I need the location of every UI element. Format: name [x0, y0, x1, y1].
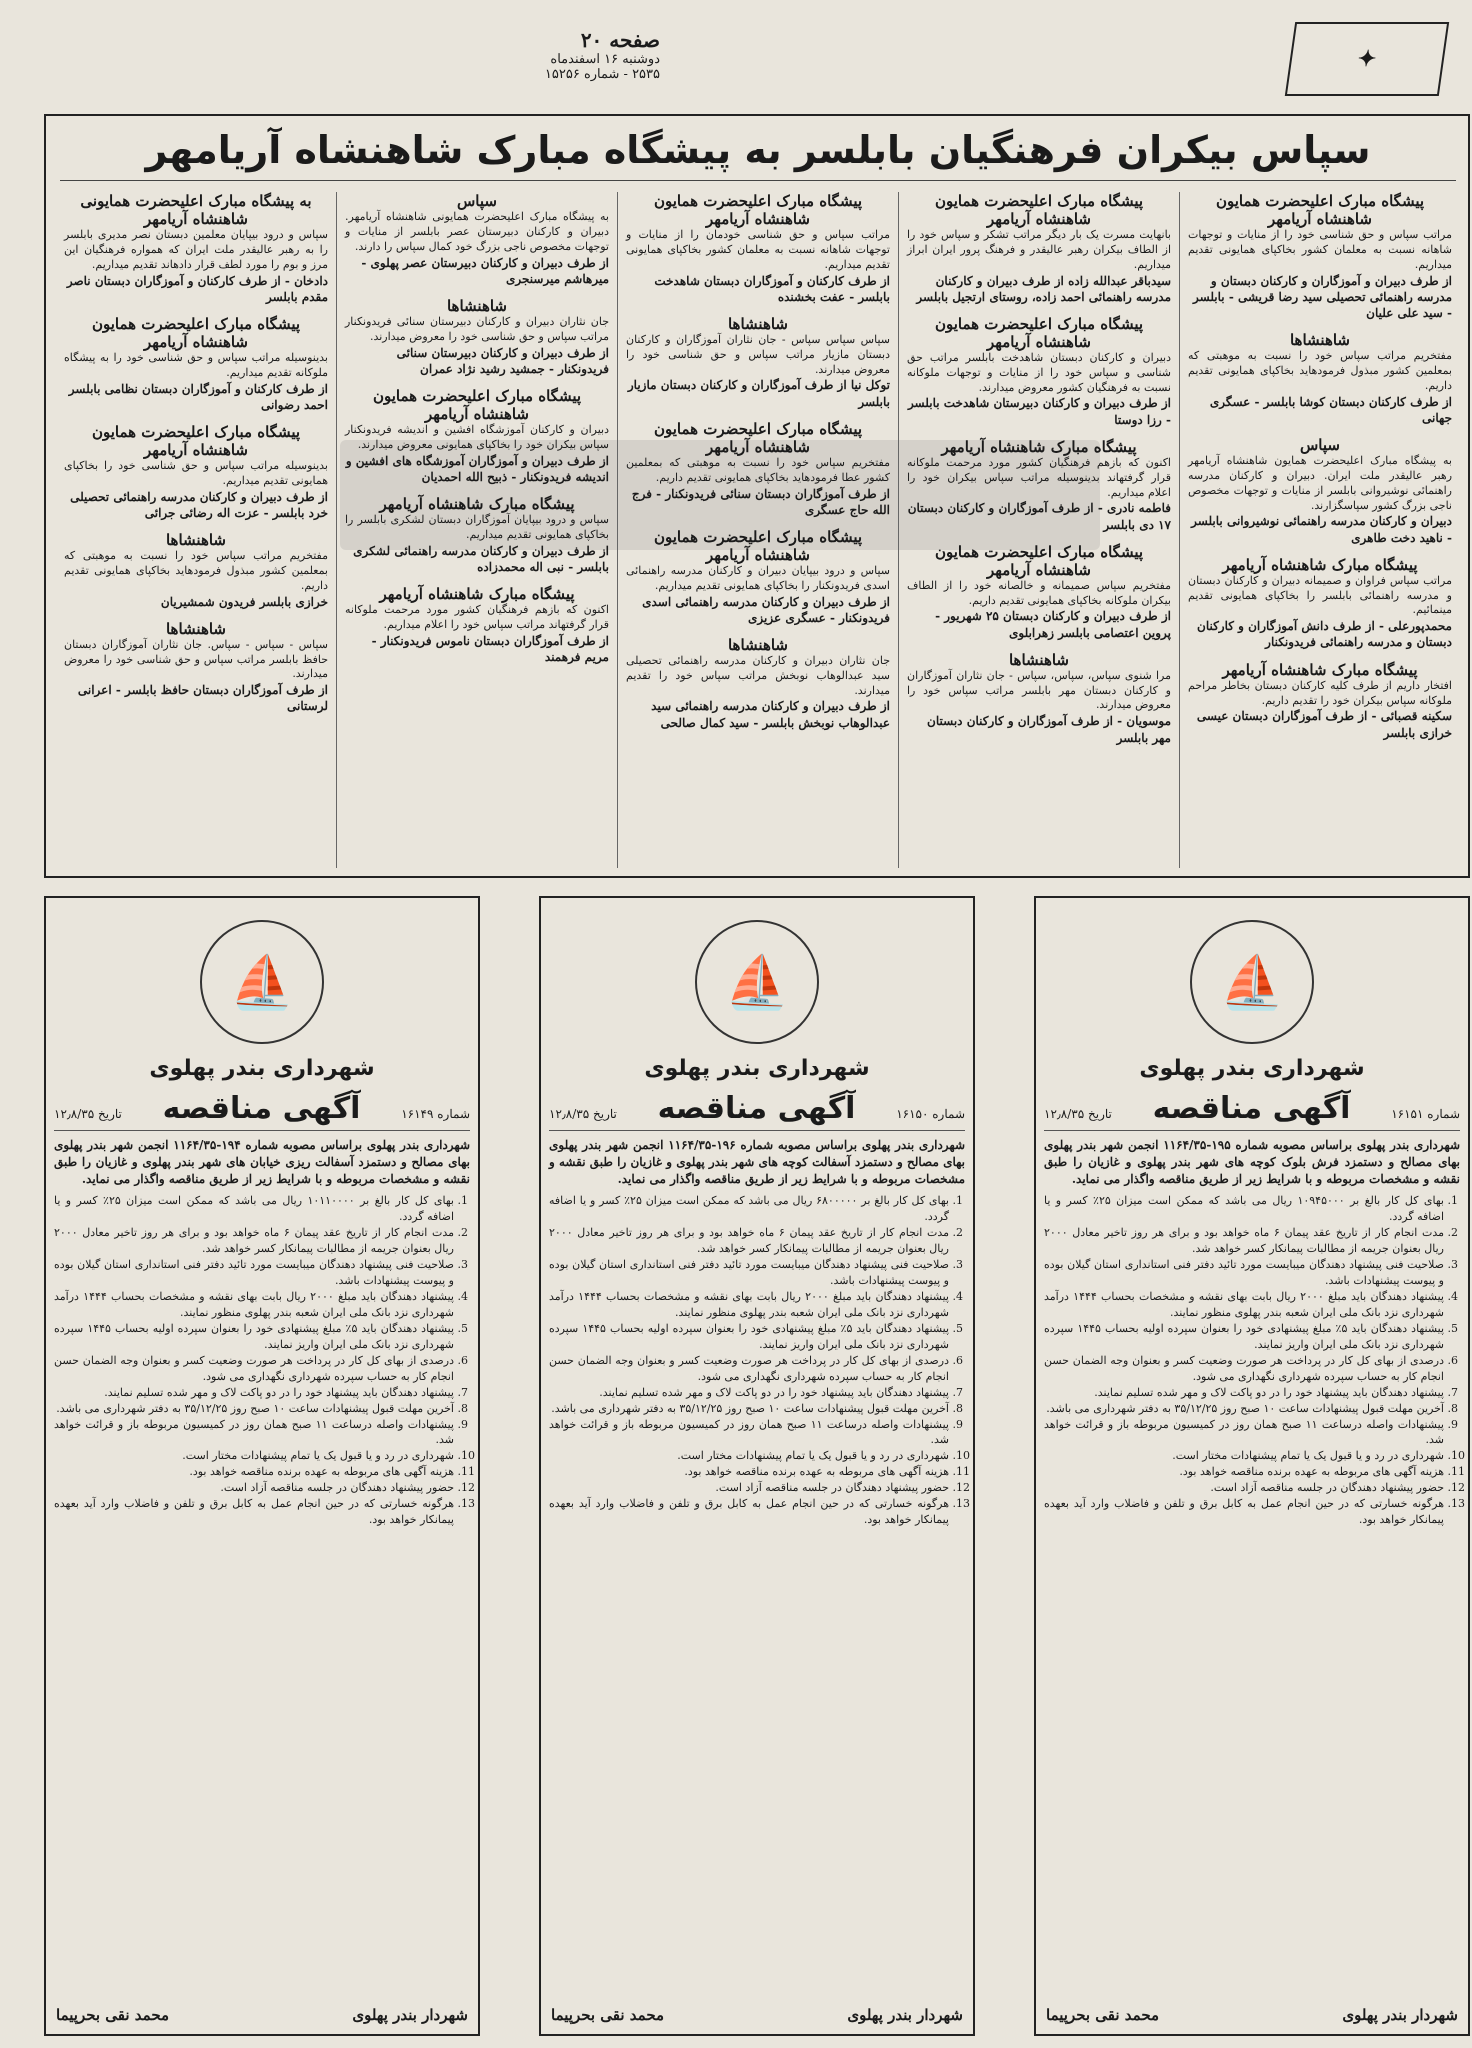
message-signature: از طرف دبیران و کارکنان دبستان ۲۵ شهریور - پروین اعتصامی بابلسر زهرابلوی [935, 609, 1171, 640]
gratitude-message [64, 531, 328, 610]
tender-ad [44, 896, 480, 2036]
message-body: مرا شنوی سپاس، سپاس، سپاس - جان نثاران آموزگاران و کارکنان دبستان مهر بابلسر مراتب سپاس خود را معروض میدارند. [907, 668, 1171, 712]
message-signature: دادخان - از طرف کارکنان و آموزگاران دبستان ناصر مقدم بابلسر [66, 273, 328, 304]
message-signature: از طرف کارکنان و آموزگاران دبستان نظامی بابلسر احمد رضوانی [68, 381, 328, 412]
gratitude-message [345, 585, 609, 665]
ship-emblem-icon: ⛵ [1190, 920, 1314, 1044]
message-body: مفتخریم مراتب سپاس خود را نسبت به موهبتی که بمعلمین کشور مبذول فرمودهاید بخاکپای همایونی تقدیم داریم. [64, 549, 328, 592]
message-body: بانهایت مسرت یک بار دیگر مراتب تشکر و سپاس خود را از الطاف بیکران رهبر عالیقدر و فرهنگ پرور ایران ابراز میداریم. [907, 228, 1171, 271]
ad-condition: 4. پیشنهاد دهندگان باید مبلغ ۲۰۰۰ ریال بابت بهای نقشه و مشخصات بحساب ۱۴۴۴ درآمد شهرداری نزد بانک ملی ایران شعبه بندر پهلوی منظور نمایند. [1044, 1289, 1444, 1321]
message-title: شاهنشاها [446, 296, 507, 315]
issue-number: ۲۵۳۵ - شماره ۱۵۲۵۶ [544, 67, 660, 82]
message-title: سپاس [1300, 436, 1340, 454]
tender-ad [539, 896, 975, 2036]
ad-date: تاریخ ۱۲٫۸/۳۵ [549, 1107, 617, 1121]
gratitude-message [345, 495, 609, 575]
signer-title: شهردار بندر پهلوی [1342, 2006, 1458, 2024]
message-body: جان نثاران دبیران و کارکنان مدرسه راهنمائی تحصیلی سید عبدالوهاب نوبخش مراتب سپاس خود را تقدیم میدارند. [626, 653, 890, 697]
gratitude-columns [56, 192, 1460, 868]
message-title: شاهنشاها [165, 619, 226, 638]
ad-condition: 4. پیشنهاد دهندگان باید مبلغ ۲۰۰۰ ریال بابت بهای نقشه و مشخصات بحساب ۱۴۴۴ درآمد شهرداری نزد بانک ملی ایران شعبه بندر پهلوی منظور نمایند. [549, 1289, 949, 1321]
ad-organization: شهرداری بندر پهلوی [1139, 1056, 1365, 1081]
message-body: مفتخریم سپاس خود را نسبت به موهبتی که بمعلمین کشور عطا فرمودهاید بخاکپای همایونی تقدیم داریم. [626, 455, 890, 484]
message-signature: محمدپورعلی - از طرف دانش آموزگاران و کارکنان دبستان و مدرسه راهنمائی فریدونکنار [1197, 619, 1452, 650]
gratitude-message [1188, 436, 1452, 546]
message-body: به پیشگاه مبارک اعلیحضرت همایون شاهنشاه آریامهر رهبر عالیقدر ملت ایران. دبیران و کارکنان مدرسه راهنمائی نوشیروانی بابلسر از منایات و توجهات مخصوص ناجی بزرگ کشور سپاسگزارند. [1188, 454, 1452, 512]
ad-condition: 8. آخرین مهلت قبول پیشنهادات ساعت ۱۰ صبح روز ۳۵/۱۲/۲۵ به دفتر شهرداری می باشد. [54, 1401, 454, 1417]
message-signature: از طرف کارکنان دبستان کوشا بابلسر - عسگری جهانی [1209, 394, 1452, 425]
tender-ads [44, 896, 1470, 2036]
ad-condition: 10. شهرداری در رد و یا قبول یک یا تمام پیشنهادات مختار است. [54, 1448, 454, 1464]
gratitude-message [1188, 331, 1452, 426]
message-signature: از طرف دبیران و آموزگاران و کارکنان دبستان و مدرسه راهنمائی تحصیلی سید رضا قریشی - بابلسر - سید علی علیان [1193, 273, 1452, 320]
message-signature: از طرف دبیران و کارکنان دبیرستان شاهدخت بابلسر - رزا دوستا [907, 396, 1171, 427]
ad-condition: 7. پیشنهاد دهندگان باید پیشنهاد خود را در دو پاکت لاک و مهر شده تسلیم نمایند. [549, 1385, 949, 1401]
signer-name: محمد نقی بحرپیما [1046, 2006, 1160, 2024]
message-body: سپاس و درود بیپایان دبیران و کارکنان مدرسه راهنمائی اسدی فریدونکنار را بخاکپای همایونی تقدیم میداریم. [626, 563, 890, 592]
gratitude-message [345, 192, 609, 287]
ad-organization: شهرداری بندر پهلوی [149, 1056, 375, 1081]
message-body: مفتخریم سپاس صمیمانه و خالصانه خود را از الطاف بیکران ملوکانه بخاکپای همایونی تقدیم داریم. [907, 578, 1171, 607]
ad-condition: 10. شهرداری در رد و یا قبول یک یا تمام پیشنهادات مختار است. [549, 1448, 949, 1464]
ad-conditions [1044, 1193, 1460, 1528]
ad-condition: 1. بهای کل کار بالغ بر ۶۸۰۰۰۰۰ ریال می باشد که ممکن است میزان ۲۵٪ کسر و یا اضافه گردد. [549, 1193, 949, 1225]
ad-condition: 6. درصدی از بهای کل کار در پرداخت هر صورت وضعیت کسر و بعنوان وجه الضمان حسن انجام کار به حساب سپرده شهرداری نگهداری می شود. [549, 1353, 949, 1385]
ad-intro: شهرداری بندر پهلوی براساس مصوبه شماره ۱۹۴-۱۱۶۴/۳۵ انجمن شهر بندر پهلوی بهای مصالح و دستمزد آسفالت ریزی خیابان های شهر بندر پهلوی و غازیان را طبق نقشه و مشخصات مربوطه و با شرایط زیر از طریق مناقصه واگذار می نماید. [54, 1138, 471, 1186]
ad-date: تاریخ ۱۲٫۸/۳۵ [54, 1107, 122, 1121]
gratitude-message [64, 192, 328, 305]
message-title: پیشگاه مبارک اعلیحضرت همایون شاهنشاه آریامهر [934, 192, 1144, 228]
gratitude-message [907, 192, 1171, 305]
message-body: سپاس - سپاس - سپاس. جان نثاران آموزگاران دبستان حافظ بابلسر مراتب سپاس و حق شناسی خود را معروض میدارند. [64, 637, 328, 681]
ad-intro: شهرداری بندر پهلوی براساس مصوبه شماره ۱۹۵-۱۱۶۴/۳۵ انجمن شهر بندر پهلوی بهای مصالح و دستمزد فرش بلوک کوچه های شهر بندر پهلوی و غازیان را طبق نقشه و مشخصات مربوطه و با شرایط زیر از طریق مناقصه واگذار می نماید. [1044, 1138, 1461, 1186]
newspaper-logo: ✦ [1285, 22, 1449, 96]
gratitude-column [898, 192, 1179, 868]
message-title: به پیشگاه مبارک اعلیحضرت همایونی شاهنشاه آریامهر [80, 192, 312, 228]
ad-condition: 3. صلاحیت فنی پیشنهاد دهندگان میبایست مورد تائید دفتر فنی استانداری استان گیلان بوده و پیوست پیشنهادات باشد. [54, 1257, 454, 1289]
ad-condition: 12. حضور پیشنهاد دهندگان در جلسه مناقصه آزاد است. [549, 1480, 949, 1496]
ad-condition: 8. آخرین مهلت قبول پیشنهادات ساعت ۱۰ صبح روز ۳۵/۱۲/۲۵ به دفتر شهرداری می باشد. [1044, 1401, 1444, 1417]
message-signature: سیدباقر عبدالله زاده از طرف دبیران و کارکنان مدرسه راهنمائی احمد زاده، روستای ارتجیل بابلسر [916, 273, 1171, 304]
message-body: اکنون که بازهم فرهنگیان کشور مورد مرحمت ملوکانه قرار گرفتهاند بدینوسیله مراتب سپاس بیکران خود را اعلام میداریم. [907, 455, 1171, 499]
ad-condition: 6. درصدی از بهای کل کار در پرداخت هر صورت وضعیت کسر و بعنوان وجه الضمان حسن انجام کار به حساب سپرده شهرداری نگهداری می شود. [1044, 1353, 1444, 1385]
message-title: پیشگاه مبارک اعلیحضرت همایون شاهنشاه آریامهر [653, 527, 863, 564]
message-body: مراتب سپاس فراوان و صمیمانه دبیران و کارکنان دبستان و مدرسه راهنمائی بابلسر را بخاکپای همایونی تقدیم مینمائیم. [1188, 573, 1452, 617]
message-body: سپاس و درود بیپایان آموزگاران دبستان لشکری بابلسر را بخاکپای همایونی تقدیم میداریم. [345, 513, 609, 541]
message-signature: از طرف دبیران و کارکنان مدرسه راهنمائی اسدی فریدونکنار - عسگری عزیزی [642, 594, 890, 625]
ad-conditions [54, 1193, 470, 1528]
tender-ad [1034, 896, 1470, 2036]
ad-condition: 1. بهای کل کار بالغ بر ۱۰۹۴۵۰۰۰ ریال می باشد که ممکن است میزان ۲۵٪ کسر و یا اضافه گردد. [1044, 1193, 1444, 1225]
message-title: پیشگاه مبارک اعلیحضرت همایون شاهنشاه آریامهر [653, 192, 863, 228]
ad-title: آگهی مناقصه [1152, 1091, 1351, 1126]
message-signature: از طرف دبیران و کارکنان مدرسه راهنمائی لشکری بابلسر - نبی اله محمدزاده [353, 543, 609, 574]
ad-title-row [1044, 1091, 1460, 1131]
gratitude-message [64, 315, 328, 413]
message-title: پیشگاه مبارک اعلیحضرت همایون شاهنشاه آریامهر [934, 314, 1144, 351]
message-body: افتخار داریم از طرف کلیه کارکنان دبستان بخاطر مراحم ملوکانه سپاس بیکران خود را تقدیم داریم. [1188, 678, 1452, 707]
ad-condition: 9. پیشنهادات واصله درساعت ۱۱ صبح همان روز در کمیسیون مربوطه باز و قرائت خواهد شد. [549, 1417, 949, 1449]
message-signature: از طرف دبیران و کارکنان مدرسه راهنمائی سید عبدالوهاب نوبخش بابلسر - سید کمال صالحی [651, 699, 890, 730]
message-signature: از طرف دبیران و آموزگاران آموزشگاه های افشین و اندیشه فریدونکنار - ذبیح الله احمدیان [345, 453, 609, 484]
gratitude-message [64, 423, 328, 521]
ad-signature [1046, 2006, 1458, 2024]
message-body: مراتب سپاس و حق شناسی خودمان را از منایات و توجهات شاهانه نسبت به معلمان کشور بخاکپای همایونی تقدیم میداریم. [626, 228, 890, 271]
ad-condition: 12. حضور پیشنهاد دهندگان در جلسه مناقصه آزاد است. [54, 1480, 454, 1496]
ad-intro: شهرداری بندر پهلوی براساس مصوبه شماره ۱۹۶-۱۱۶۴/۳۵ انجمن شهر بندر پهلوی بهای مصالح و دستمزد آسفالت کوچه های شهر بندر پهلوی و غازیان را طبق نقشه و مشخصات مربوطه و با شرایط زیر از طریق مناقصه واگذار می نماید. [549, 1138, 966, 1186]
gratitude-message [626, 420, 890, 518]
signer-name: محمد نقی بحرپیما [56, 2006, 170, 2024]
ad-title-row [54, 1091, 470, 1131]
ad-condition: 7. پیشنهاد دهندگان باید پیشنهاد خود را در دو پاکت لاک و مهر شده تسلیم نمایند. [1044, 1385, 1444, 1401]
ad-condition: 9. پیشنهادات واصله درساعت ۱۱ صبح همان روز در کمیسیون مربوطه باز و قرائت خواهد شد. [54, 1417, 454, 1449]
message-body: بدینوسیله مراتب سپاس و حق شناسی خود را به پیشگاه ملوکانه تقدیم میداریم. [64, 350, 328, 379]
page-number: صفحه ۲۰ [580, 28, 660, 52]
ad-title: آگهی مناقصه [162, 1091, 361, 1126]
ad-condition: 11. هزینه آگهی های مربوطه به عهده برنده مناقصه خواهد بود. [549, 1464, 949, 1480]
page-date: دوشنبه ۱۶ اسفندماه [550, 52, 660, 67]
ad-condition: 13. هرگونه خسارتی که در حین انجام عمل به کابل برق و تلفن و فاضلاب وارد آید بعهده پیمانکار خواهد بود. [1044, 1496, 1444, 1528]
ad-signature [56, 2006, 468, 2024]
message-title: پیشگاه مبارک شاهنشاه آریامهر [379, 495, 575, 514]
message-body: دبیران و کارکنان دبستان شاهدخت بابلسر مراتب حق شناسی و سپاس خود را از منایات و توجهات ملوکانه نسبت به فرهنگیان کشور معروض میدارند. [907, 350, 1171, 394]
gratitude-column [336, 192, 617, 868]
message-body: بدینوسیله مراتب سپاس و حق شناسی خود را بخاکپای همایونی تقدیم میداریم. [64, 458, 328, 487]
signer-title: شهردار بندر پهلوی [847, 2006, 963, 2024]
ad-condition: 12. حضور پیشنهاد دهندگان در جلسه مناقصه آزاد است. [1044, 1480, 1444, 1496]
ad-organization: شهرداری بندر پهلوی [644, 1056, 870, 1081]
message-signature: فاطمه نادری - از طرف آموزگاران و کارکنان دبستان ۱۷ دی بابلسر [907, 501, 1171, 532]
message-title: پیشگاه مبارک اعلیحضرت همایون شاهنشاه آریامهر [1215, 192, 1425, 228]
gratitude-message [345, 387, 609, 485]
message-body: جان نثاران دبیران و کارکنان دبیرستان سنائی فریدونکنار مراتب سپاس و حق شناسی خود را معروض میدارند. [345, 314, 609, 343]
message-signature: سکینه قصبائی - از طرف آموزگاران دبستان عیسی خرازی بابلسر [1196, 709, 1452, 740]
message-body: به پیشگاه مبارک اعلیحضرت همایونی شاهنشاه آریامهر. دبیران و کارکنان دبیرستان عصر بابلسر از منایات و توجهات مخصوص ناجی بزرگ خود کمال سپاس را دارند. [345, 210, 609, 253]
gratitude-column [617, 192, 898, 868]
message-signature: از طرف آموزگاران دبستان سنائی فریدونکنار - فرج الله حاج عسگری [631, 486, 890, 517]
gratitude-message [907, 315, 1171, 428]
signer-title: شهردار بندر پهلوی [352, 2006, 468, 2024]
ad-condition: 11. هزینه آگهی های مربوطه به عهده برنده مناقصه خواهد بود. [54, 1464, 454, 1480]
ship-emblem-icon: ⛵ [695, 920, 819, 1044]
ad-condition: 4. پیشنهاد دهندگان باید مبلغ ۲۰۰۰ ریال بابت بهای نقشه و مشخصات بحساب ۱۴۴۴ درآمد شهرداری نزد بانک ملی ایران شعبه بندر پهلوی منظور نمایند. [54, 1289, 454, 1321]
message-title: پیشگاه مبارک اعلیحضرت همایون شاهنشاه آریامهر [372, 386, 582, 423]
ad-condition: 11. هزینه آگهی های مربوطه به عهده برنده مناقصه خواهد بود. [1044, 1464, 1444, 1480]
ad-condition: 6. درصدی از بهای کل کار در پرداخت هر صورت وضعیت کسر و بعنوان وجه الضمان حسن انجام کار به حساب سپرده شهرداری نگهداری می شود. [54, 1353, 454, 1385]
message-signature: از طرف آموزگاران دبستان ناموس فریدونکنار - مریم فرهمند [371, 633, 609, 664]
ad-title: آگهی مناقصه [657, 1091, 856, 1126]
ad-condition: 5. پیشنهاد دهندگان باید ۵٪ مبلغ پیشنهادی خود را بعنوان سپرده اولیه بحساب ۱۴۴۵ سپرده شهرداری نزد بانک ملی ایران واریز نمایند. [1044, 1321, 1444, 1353]
message-body: اکنون که بازهم فرهنگیان کشور مورد مرحمت ملوکانه قرار گرفتهاند مراتب سپاس خود را اعلام میداریم. [345, 603, 609, 631]
ad-number: شماره ۱۶۱۵۰ [896, 1107, 965, 1121]
message-title: پیشگاه مبارک اعلیحضرت همایون شاهنشاه آریامهر [653, 419, 863, 456]
message-body: سپاس سپاس سپاس - جان نثاران آموزگاران و کارکنان دبستان مازیار مراتب سپاس و حق شناسی خود را معروض میدارند. [626, 332, 890, 376]
gratitude-message [907, 438, 1171, 533]
ad-condition: 2. مدت انجام کار از تاریخ عقد پیمان ۶ ماه خواهد بود و برای هر روز تاخیر معادل ۲۰۰۰ ریال بعنوان جریمه از مطالبات پیمانکار کسر خواهد شد. [1044, 1225, 1444, 1257]
message-signature: از طرف دبیران و کارکنان دبیرستان عصر پهلوی - میرهاشم میرسنجری [361, 255, 609, 286]
gratitude-message [345, 297, 609, 377]
message-title: پیشگاه مبارک اعلیحضرت همایون شاهنشاه آریامهر [934, 542, 1144, 579]
gratitude-message [1188, 192, 1452, 321]
ad-condition: 3. صلاحیت فنی پیشنهاد دهندگان میبایست مورد تائید دفتر فنی استانداری استان گیلان بوده و پیوست پیشنهادات باشد. [1044, 1257, 1444, 1289]
message-title: شاهنشاها [1289, 331, 1350, 350]
message-title: شاهنشاها [727, 635, 788, 654]
ad-condition: 5. پیشنهاد دهندگان باید ۵٪ مبلغ پیشنهادی خود را بعنوان سپرده اولیه بحساب ۱۴۴۵ سپرده شهرداری نزد بانک ملی ایران واریز نمایند. [549, 1321, 949, 1353]
message-title: پیشگاه مبارک شاهنشاه آریامهر [941, 437, 1137, 456]
ad-condition: 9. پیشنهادات واصله درساعت ۱۱ صبح همان روز در کمیسیون مربوطه باز و قرائت خواهد شد. [1044, 1417, 1444, 1449]
ad-condition: 10. شهرداری در رد و یا قبول یک یا تمام پیشنهادات مختار است. [1044, 1448, 1444, 1464]
gratitude-message [626, 192, 890, 305]
message-title: پیشگاه مبارک شاهنشاه آریامهر [1222, 555, 1418, 574]
message-signature: خرازی بابلسر فریدون شمشیریان [160, 594, 328, 609]
ad-condition: 2. مدت انجام کار از تاریخ عقد پیمان ۶ ماه خواهد بود و برای هر روز تاخیر معادل ۲۰۰۰ ریال بعنوان جریمه از مطالبات پیمانکار کسر خواهد شد. [54, 1225, 454, 1257]
gratitude-message [907, 651, 1171, 746]
message-title: سپاس [457, 192, 497, 210]
gratitude-message [626, 315, 890, 410]
message-body: مفتخریم مراتب سپاس خود را نسبت به موهبتی که بمعلمین کشور مبذول فرمودهاید بخاکپای همایونی تقدیم داریم. [1188, 349, 1452, 392]
gratitude-headline: سپاس بیکران فرهنگیان بابلسر به پیشگاه مبارک شاهنشاه آریامهر [60, 128, 1456, 181]
ad-date: تاریخ ۱۲٫۸/۳۵ [1044, 1107, 1112, 1121]
gratitude-message [64, 620, 328, 715]
message-title: پیشگاه مبارک شاهنشاه آریامهر [1222, 660, 1418, 679]
ad-condition: 3. صلاحیت فنی پیشنهاد دهندگان میبایست مورد تائید دفتر فنی استانداری استان گیلان بوده و پیوست پیشنهادات باشد. [549, 1257, 949, 1289]
message-signature: توکل نیا از طرف آموزگاران و کارکنان دبستان مازیار بابلسر [627, 378, 890, 409]
ad-conditions [549, 1193, 965, 1528]
message-body: دبیران و کارکنان آموزشگاه افشین و اندیشه فریدونکنار سپاس بیکران خود را بخاکپای همایونی معروض میدارند. [345, 422, 609, 451]
signer-name: محمد نقی بحرپیما [551, 2006, 665, 2024]
gratitude-message [1188, 661, 1452, 741]
message-signature: از طرف دبیران و کارکنان دبیرستان سنائی فریدونکنار - جمشید رشید نژاد عمران [396, 345, 609, 376]
ad-condition: 2. مدت انجام کار از تاریخ عقد پیمان ۶ ماه خواهد بود و برای هر روز تاخیر معادل ۲۰۰۰ ریال بعنوان جریمه از مطالبات پیمانکار کسر خواهد شد. [549, 1225, 949, 1257]
message-signature: از طرف آموزگاران دبستان حافظ بابلسر - اعرانی لرستانی [77, 683, 328, 714]
message-signature: موسویان - از طرف آموزگاران و کارکنان دبستان مهر بابلسر [927, 714, 1171, 745]
message-title: پیشگاه مبارک شاهنشاه آریامهر [379, 585, 575, 604]
page-header [60, 28, 660, 82]
ad-signature [551, 2006, 963, 2024]
message-signature: از طرف کارکنان و آموزگاران دبستان شاهدخت بابلسر - عفت بخشنده [654, 273, 890, 304]
message-title: پیشگاه مبارک اعلیحضرت همایون شاهنشاه آریامهر [91, 314, 301, 351]
ship-emblem-icon: ⛵ [200, 920, 324, 1044]
message-body: سپاس و درود بیپایان معلمین دبستان نصر مدیری بابلسر را به رهبر عالیقدر ملت ایران که همواره فرهنگیان این مرز و بوم را مورد لطف قرار دادهاند تقدیم میداریم. [64, 228, 328, 271]
gratitude-message [626, 528, 890, 626]
message-signature: دبیران و کارکنان مدرسه راهنمائی نوشیروانی بابلسر - ناهید دخت طاهری [1191, 514, 1452, 545]
gratitude-message [626, 636, 890, 731]
gratitude-message [1188, 556, 1452, 651]
ad-number: شماره ۱۶۱۴۹ [401, 1107, 470, 1121]
message-title: پیشگاه مبارک اعلیحضرت همایون شاهنشاه آریامهر [91, 422, 301, 459]
message-title: شاهنشاها [1008, 650, 1069, 669]
message-signature: از طرف دبیران و کارکنان مدرسه راهنمائی تحصیلی خرد بابلسر - عزت اله رضائی جرائی [70, 489, 328, 520]
message-title: شاهنشاها [165, 531, 226, 550]
ad-condition: 1. بهای کل کار بالغ بر ۱۰۱۱۰۰۰۰ ریال می باشد که ممکن است میزان ۲۵٪ کسر و یا اضافه گردد. [54, 1193, 454, 1225]
ad-condition: 7. پیشنهاد دهندگان باید پیشنهاد خود را در دو پاکت لاک و مهر شده تسلیم نمایند. [54, 1385, 454, 1401]
ad-condition: 8. آخرین مهلت قبول پیشنهادات ساعت ۱۰ صبح روز ۳۵/۱۲/۲۵ به دفتر شهرداری می باشد. [549, 1401, 949, 1417]
ad-condition: 13. هرگونه خسارتی که در حین انجام عمل به کابل برق و تلفن و فاضلاب وارد آید بعهده پیمانکار خواهد بود. [549, 1496, 949, 1528]
ad-condition: 5. پیشنهاد دهندگان باید ۵٪ مبلغ پیشنهادی خود را بعنوان سپرده اولیه بحساب ۱۴۴۵ سپرده شهرداری نزد بانک ملی ایران واریز نمایند. [54, 1321, 454, 1353]
message-title: شاهنشاها [727, 314, 788, 333]
gratitude-message [907, 543, 1171, 641]
ad-title-row [549, 1091, 965, 1131]
gratitude-column [56, 192, 336, 868]
ad-condition: 13. هرگونه خسارتی که در حین انجام عمل به کابل برق و تلفن و فاضلاب وارد آید بعهده پیمانکار خواهد بود. [54, 1496, 454, 1528]
message-body: مراتب سپاس و حق شناسی خود را از منایات و توجهات شاهانه نسبت به معلمان کشور بخاکپای همایونی تقدیم میداریم. [1188, 228, 1452, 271]
ad-number: شماره ۱۶۱۵۱ [1391, 1107, 1460, 1121]
gratitude-column [1179, 192, 1460, 868]
